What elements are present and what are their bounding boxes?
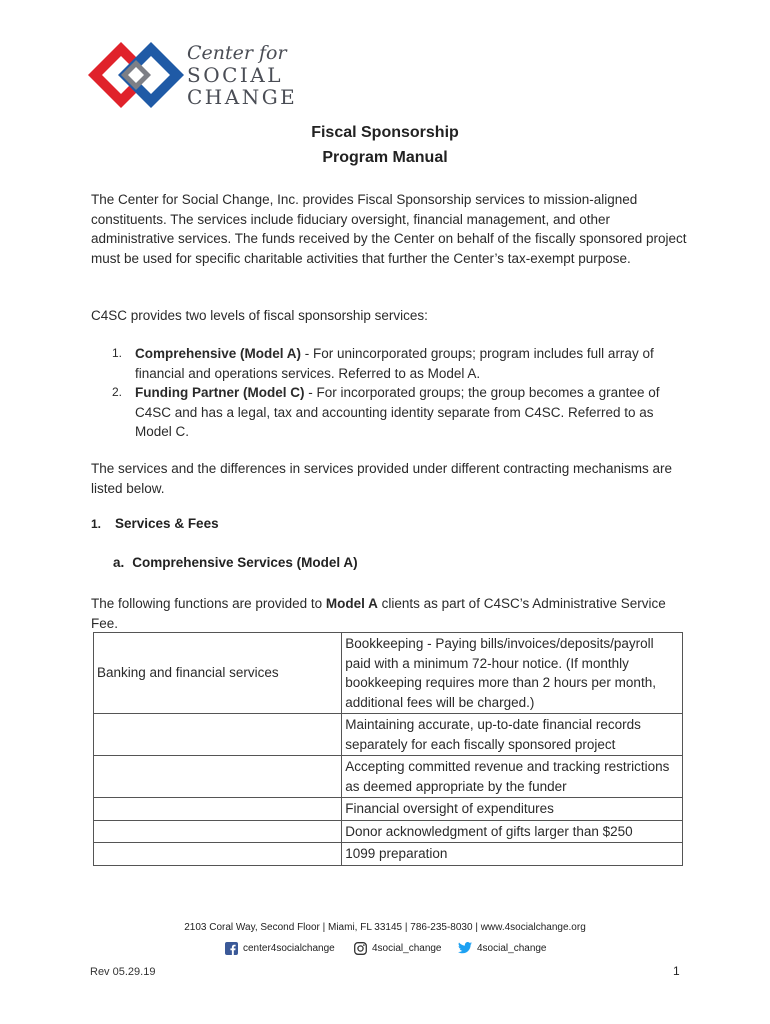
table-row <box>94 756 683 798</box>
twitter-icon <box>458 942 472 954</box>
logo-mark-icon <box>88 42 184 108</box>
table-cell-service: Donor acknowledgment of gifts larger than $250 <box>342 820 683 843</box>
table-row <box>94 843 683 866</box>
section-heading <box>91 516 219 531</box>
table-cell-category <box>94 843 342 866</box>
logo-text-line2: SOCIAL <box>187 63 284 87</box>
list-item-description: - For unincorporated groups; program includes full array of financial and operations services. Referred to as Model A. <box>135 346 654 381</box>
differences-paragraph: The services and the differences in services provided under different contracting mechanisms are listed below. <box>91 461 673 496</box>
table-row <box>94 633 683 714</box>
sponsorship-levels-list <box>91 344 691 442</box>
logo-text-line3: CHANGE <box>187 85 298 109</box>
section-title: Services & Fees <box>115 516 219 531</box>
instagram-handle: 4social_change <box>372 943 442 954</box>
list-item-description: - For incorporated groups; the group becomes a grantee of C4SC and has a legal, tax and accounting identity separate from C4SC. Referred to as Model C. <box>135 385 660 439</box>
list-item-title: Comprehensive (Model A) <box>135 346 302 361</box>
table-cell-service: Maintaining accurate, up-to-date financial records separately for each fiscally sponsored project <box>342 714 683 756</box>
table-cell-category: Banking and financial services <box>94 633 342 714</box>
table-cell-category <box>94 756 342 798</box>
facebook-handle: center4socialchange <box>243 943 335 954</box>
list-item <box>91 344 691 383</box>
table-cell-service: Accepting committed revenue and tracking restrictions as deemed appropriate by the funder <box>342 756 683 798</box>
subsection-number: a. <box>113 555 125 570</box>
facebook-icon <box>225 942 238 955</box>
functions-text-bold: Model A <box>325 596 378 611</box>
facebook-link[interactable] <box>225 942 335 955</box>
logo-text-line1: Center for <box>187 42 287 64</box>
table-row <box>94 798 683 821</box>
organization-logo <box>88 42 298 112</box>
services-table <box>93 632 683 866</box>
functions-paragraph <box>91 594 691 633</box>
functions-text-pre: The following functions are provided to <box>91 596 326 611</box>
table-cell-service: Financial oversight of expenditures <box>342 798 683 821</box>
subsection-title: Comprehensive Services (Model A) <box>132 555 358 570</box>
list-item-number: 2. <box>112 385 123 399</box>
table-cell-category <box>94 798 342 821</box>
table-cell-category <box>94 714 342 756</box>
list-item-title: Funding Partner (Model C) <box>135 385 305 400</box>
footer-address: 2103 Coral Way, Second Floor | Miami, FL 33145 | 786-235-8030 | www.4socialchange.org <box>184 922 586 933</box>
table-cell-category <box>94 820 342 843</box>
document-title-line1: Fiscal Sponsorship <box>311 124 459 141</box>
revision-label: Rev 05.29.19 <box>90 966 156 978</box>
twitter-handle: 4social_change <box>477 942 547 954</box>
section-number: 1. <box>91 517 102 531</box>
intro-paragraph: The Center for Social Change, Inc. provides Fiscal Sponsorship services to mission-aligned constituents. The services include fiduciary oversight, financial management, and other administrative services. The funds received by the Center on behalf of the fiscally sponsored project must be used for specific charitable activities that further the Center’s tax-exempt purpose. <box>91 192 687 266</box>
instagram-icon <box>354 942 367 955</box>
page-number: 1 <box>673 964 680 978</box>
twitter-link[interactable] <box>458 942 547 954</box>
table-row <box>94 820 683 843</box>
functions-text-post: clients as part of C4SC’s Administrative Service Fee. <box>91 596 666 631</box>
table-row <box>94 714 683 756</box>
subsection-heading <box>113 555 358 570</box>
levels-intro: C4SC provides two levels of fiscal sponsorship services: <box>91 308 428 323</box>
table-cell-service: 1099 preparation <box>342 843 683 866</box>
list-item <box>91 383 691 442</box>
instagram-link[interactable] <box>354 942 442 955</box>
list-item-number: 1. <box>112 346 123 360</box>
document-title-line2: Program Manual <box>322 149 448 166</box>
table-cell-service: Bookkeeping - Paying bills/invoices/deposits/payroll paid with a minimum 72-hour notice. (If monthly bookkeeping requires more than 2 hours per month, additional fees will be charged.) <box>342 633 683 714</box>
